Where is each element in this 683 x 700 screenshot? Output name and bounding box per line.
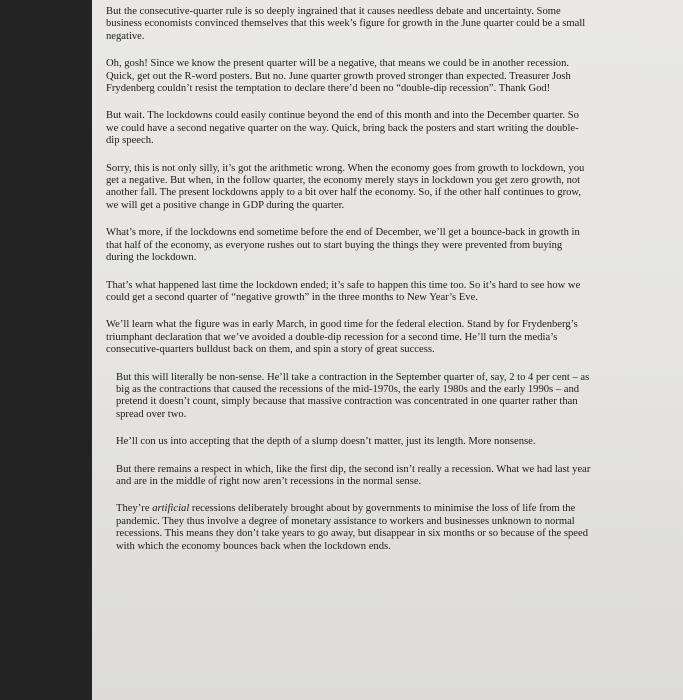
paragraph-4: Sorry, this is not only silly, it’s got the arithmetic wrong. When the economy goes from growth to lockdown, you get a negative. But when, in the follow quarter, the economy merely stays in lockdown you get zero growth, not another fall. The present lockdowns apply to a bit over half the economy. So, if the other half continues to grow, we will get a positive change in GDP during the quarter.: [106, 162, 585, 211]
article-body: [106, 6, 592, 568]
paragraph-11: [116, 503, 592, 553]
paragraph-10: But there remains a respect in which, like the first dip, the second isn’t really a recession. What we had last year and are in the middle of right now aren’t recessions in the normal sense.: [116, 463, 591, 487]
paragraph-11-rest: recessions deliberately brought about by governments to minimise the loss of life from the pandemic. They thus involve a degree of monetary assistance to workers and businesses unknown to normal recessions. This means they don’t take years to go away, but disappear in six months or so because of the speed with which the economy bounces back when the lockdown ends.: [116, 503, 588, 552]
paragraph-3: But wait. The lockdowns could easily continue beyond the end of this month and into the December quarter. So we could have a second negative quarter on the way. Quick, bring back the posters and start writing the double-dip speech.: [106, 110, 579, 147]
paragraph-6: That’s what happened last time the lockdown ended; it’s safe to happen this time too. So it’s hard to see how we could get a second quarter of “negative growth” in the three months to New Year’s Eve.: [106, 279, 581, 303]
paragraph-1: But the consecutive-quarter rule is so deeply ingrained that it causes needless debate and uncertainty. Some business economists convinced themselves that this week’s figure for growth in the June quarter could be a small negative.: [106, 6, 586, 42]
text-cursor-icon: [84, 440, 94, 456]
paragraph-8: But this will literally be non-sense. He’ll take a contraction in the September quarter of, say, 2 to 4 per cent – as big as the contractions that caused the recessions of the mid-1970s, the early 1980s and the early 1990s – and pretend it doesn’t count, simply because that massive contraction was concentrated in one quarter rather than spread over two.: [116, 371, 590, 420]
paragraph-11-emphasis: artificial: [152, 503, 190, 515]
paragraph-11-start: They’re: [116, 503, 153, 515]
paragraph-9: He’ll con us into accepting that the depth of a slump doesn’t matter, just its length. More nonsense.: [116, 436, 536, 448]
document-page: [92, 0, 683, 700]
paragraph-2: Oh, gosh! Since we know the present quarter will be a negative, that means we could be in another recession. Quick, get out the R-word posters. But no. June quarter growth proved stronger than expected. Treasurer Josh Frydenberg couldn’t resist the temptation to declare there’d been no “double-dip recession”. Thank God!: [106, 58, 571, 95]
paragraph-7: We’ll learn what the figure was in early March, in good time for the federal election. Stand by for Frydenberg’s triumphant declaration that we’ve avoided a double-dip recession for a second time. He’ll turn the media’s consecutive-quarters bulldust back on them, and spin a story of great success.: [106, 319, 578, 356]
paragraph-5: What’s more, if the lockdowns end sometime before the end of December, we’ll get a bounce-back in growth in that half of the economy, as everyone rushes out to start buying the things they were prevented from buying during the lockdown.: [106, 227, 580, 264]
